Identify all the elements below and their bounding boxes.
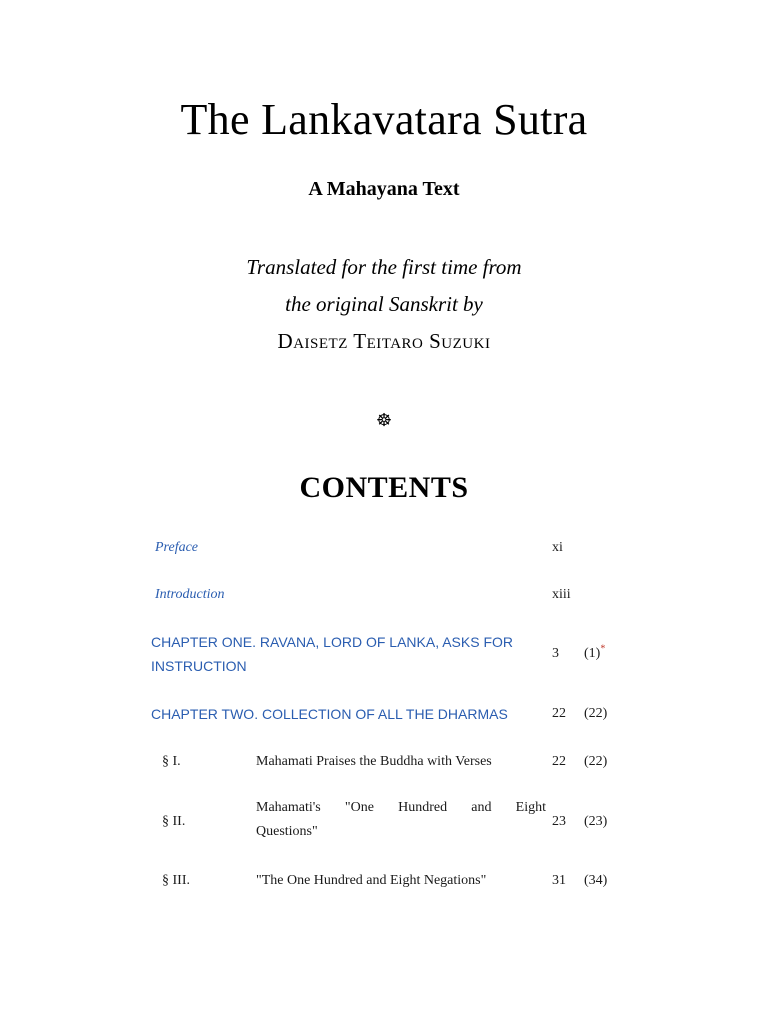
toc-original-page-value: (1) xyxy=(584,646,601,661)
toc-original-page: (34) xyxy=(584,873,608,888)
book-subtitle: A Mahayana Text xyxy=(308,178,460,200)
book-title: The Lankavatara Sutra xyxy=(180,95,588,144)
contents-heading: CONTENTS xyxy=(299,471,469,504)
toc-page: xi xyxy=(552,540,563,555)
footnote-marker[interactable]: * xyxy=(600,643,606,655)
toc-original-page: (22) xyxy=(584,706,608,721)
toc-page: 3 xyxy=(552,646,559,661)
toc-link-introduction[interactable]: Introduction xyxy=(155,587,225,602)
toc-link-line: CHAPTER ONE. RAVANA, LORD OF LANKA, ASKS FOR xyxy=(151,634,514,650)
dharma-wheel-icon: ☸ xyxy=(375,410,393,430)
toc-link-preface[interactable]: Preface xyxy=(155,540,199,555)
toc-original-page: (23) xyxy=(584,814,608,829)
toc-page: 31 xyxy=(552,873,566,888)
translation-note-line-2: the original Sanskrit by xyxy=(285,292,483,316)
section-title-line: Mahamati's "One Hundred and Eight xyxy=(256,800,546,815)
toc-link-chapter-two[interactable]: CHAPTER TWO. COLLECTION OF ALL THE DHARMAS xyxy=(151,706,508,722)
section-number: § II. xyxy=(162,814,186,829)
section-title-line: Questions" xyxy=(256,824,318,839)
section-title: "The One Hundred and Eight Negations" xyxy=(256,873,487,888)
toc-original-page xyxy=(584,642,605,666)
author-name: Daisetz Teitaro Suzuki xyxy=(277,329,491,353)
section-number: § III. xyxy=(162,873,190,888)
section-title: Mahamati Praises the Buddha with Verses xyxy=(256,754,492,769)
section-number: § I. xyxy=(162,754,181,769)
translation-note-line-1: Translated for the first time from xyxy=(246,255,522,279)
section-title xyxy=(256,796,546,844)
toc-page: 22 xyxy=(552,754,566,769)
toc-link-line: INSTRUCTION xyxy=(151,658,247,674)
toc-link-chapter-one[interactable] xyxy=(151,630,513,678)
toc-original-page: (22) xyxy=(584,754,608,769)
toc-page: 22 xyxy=(552,706,566,721)
toc-page: xiii xyxy=(552,587,571,602)
toc-page: 23 xyxy=(552,814,566,829)
